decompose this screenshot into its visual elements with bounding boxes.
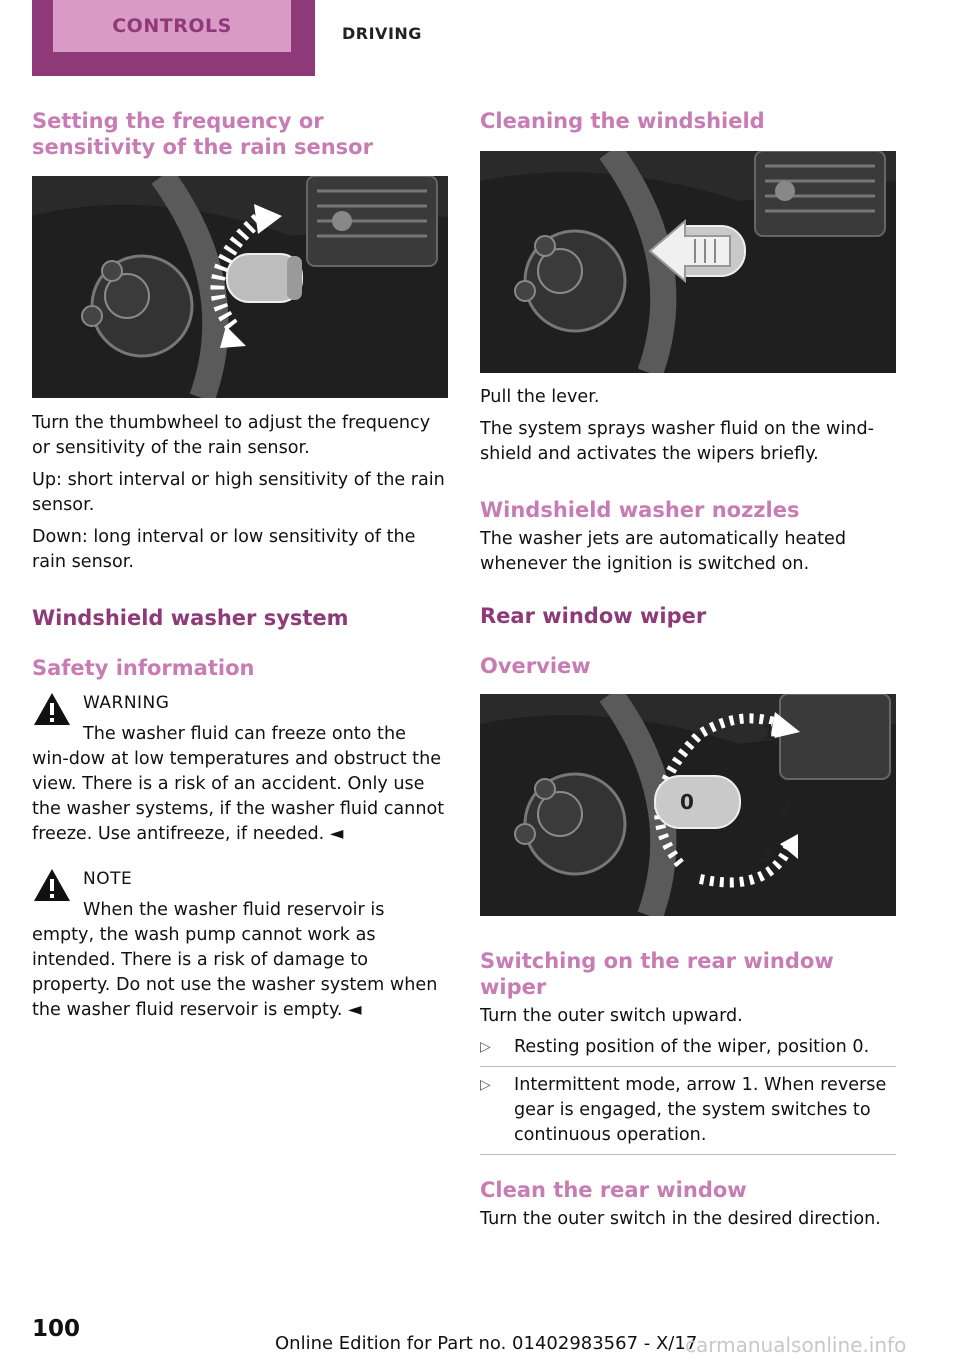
left-column	[32, 108, 448, 1030]
paragraph-down: Down: long interval or low sensitivity of the rain sensor.	[32, 527, 416, 572]
heading-cleaning-windshield: Cleaning the windshield	[480, 109, 765, 133]
list-item	[480, 1067, 896, 1155]
paragraph-nozzles: The washer jets are automatically heated whenever the ignition is switched on.	[480, 529, 847, 574]
position-1-label: 1	[762, 720, 776, 744]
tab-driving[interactable]: DRIVING	[342, 24, 422, 43]
warning-triangle-icon	[32, 867, 72, 903]
heading-safety: Safety information	[32, 656, 255, 680]
edition-note: Online Edition for Part no. 01402983567 - X/17	[275, 1333, 698, 1354]
heading-rain-sensor: Setting the frequency or sensitivity of the rain sensor	[32, 109, 373, 159]
warning-text-body: The washer fluid can freeze onto the win‐dow at low temperatures and obstruct the view. There is a risk of an accident. Only use the washer systems, if the washer fluid cannot freeze. Use antifreeze, if needed.	[32, 724, 445, 844]
position-2-label: 2	[778, 795, 792, 819]
paragraph-clean-rear: Turn the outer switch in the desired direction.	[480, 1209, 881, 1229]
paragraph-up: Up: short interval or high sensitivity of the rain sensor.	[32, 470, 445, 515]
end-mark-icon: ◄	[348, 1000, 362, 1020]
list-item	[480, 1029, 896, 1067]
heading-washer-system: Windshield washer system	[32, 606, 349, 630]
figure-rear-wiper-switch	[480, 694, 896, 916]
figure-thumbwheel	[32, 176, 448, 398]
heading-washer-nozzles: Windshield washer nozzles	[480, 498, 800, 522]
heading-clean-rear-window: Clean the rear window	[480, 1178, 747, 1202]
paragraph-thumbwheel: Turn the thumbwheel to adjust the frequency or sensitivity of the rain sensor.	[32, 413, 431, 458]
bullet-triangle-icon: ▷	[480, 1077, 491, 1093]
note-title: NOTE	[83, 869, 133, 889]
paragraph-sprays: The system sprays washer fluid on the wind‐shield and activates the wipers briefly.	[480, 419, 874, 464]
figure-pull-lever	[480, 151, 896, 373]
heading-rear-window-wiper: Rear window wiper	[480, 604, 707, 628]
warning-triangle-icon	[32, 691, 72, 727]
warning-block	[32, 691, 448, 847]
warning-text	[32, 722, 448, 847]
warning-title: WARNING	[83, 693, 170, 713]
list-item-text: Resting position of the wiper, position 0.	[514, 1037, 870, 1057]
end-mark-icon: ◄	[329, 824, 344, 844]
heading-switching-rear-wiper: Switching on the rear window wiper	[480, 949, 834, 999]
tab-controls[interactable]: CONTROLS	[53, 0, 291, 52]
paragraph-pull-lever: Pull the lever.	[480, 387, 600, 407]
note-block	[32, 867, 448, 1023]
site-watermark: carmanualsonline.info	[685, 1333, 907, 1357]
position-3-label: 3	[758, 843, 772, 867]
position-0-label: 0	[680, 790, 694, 814]
bullet-triangle-icon: ▷	[480, 1039, 491, 1055]
note-text-body: When the washer fluid reservoir is empty, the wash pump cannot work as intended. There is a risk of damage to property. Do not use the washer system when the washer fluid reservoir is empty.	[32, 900, 438, 1020]
page-number: 100	[32, 1316, 81, 1342]
paragraph-switching: Turn the outer switch upward.	[480, 1006, 743, 1026]
list-item-text: Intermittent mode, arrow 1. When reverse gear is engaged, the system switches to continuous operation.	[514, 1075, 887, 1145]
note-text	[32, 898, 448, 1023]
right-column	[480, 108, 896, 1239]
heading-overview: Overview	[480, 654, 591, 678]
